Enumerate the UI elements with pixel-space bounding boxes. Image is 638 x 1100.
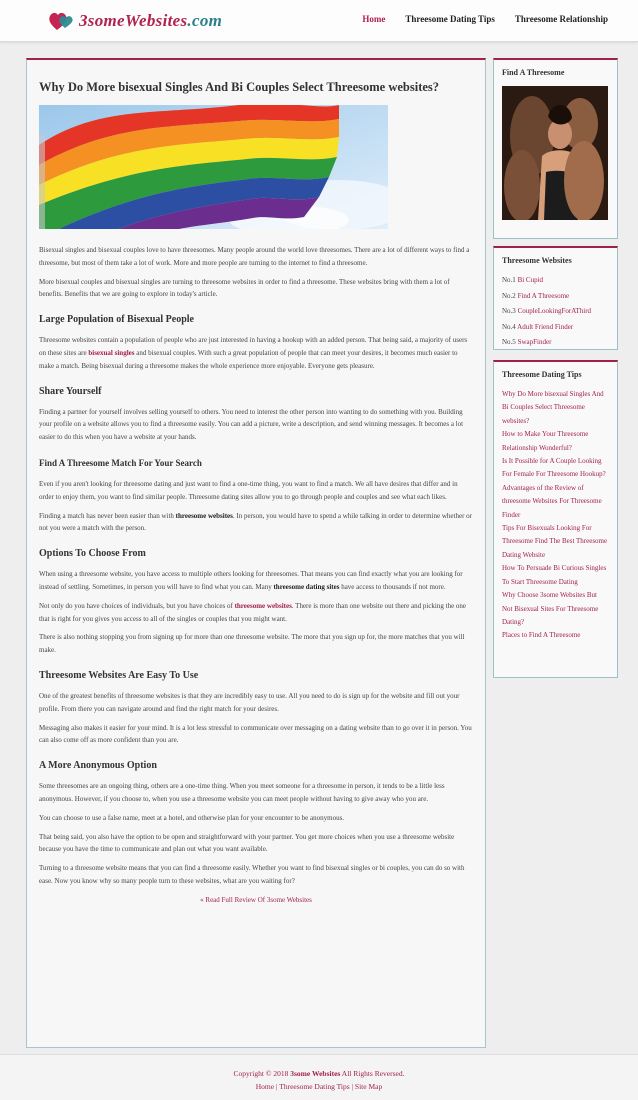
tip-link[interactable]: Is It Possible for A Couple Looking For Female For Threesome Hookup? — [502, 457, 606, 479]
share-paragraph: Finding a partner for yourself involves selling yourself to others. You need to interest the other person into wanting to do something with you. Building your profile on a website allows you to find a threesome easily. You can add a picture, write a description, and send winning messages. It becomes a lot easier to do this when you have a website at your hands. — [39, 407, 464, 442]
match-paragraph-2: Finding a match has never been easier than with threesome websites. In person, you would have to spend a while talking in order to determine whether or not you were a match with the person. — [39, 511, 472, 533]
widget-title-threesome-websites: Threesome Websites — [502, 256, 572, 265]
list-item — [502, 455, 609, 482]
easy-paragraph-2: Messaging also makes it easier for your mind. It is a lot less stressful to communicate over messaging on a dating website than to go over it in person. You can also come off as more confident than you are. — [39, 723, 472, 745]
section-title-match: Find A Threesome Match For Your Search — [39, 457, 202, 468]
tip-link[interactable]: Places to Find A Threesome — [502, 631, 581, 640]
main-nav — [362, 14, 608, 24]
tip-link[interactable]: Why Do More bisexual Singles And Bi Couples Select Threesome websites? — [502, 390, 604, 425]
section-title-population: Large Population of Bisexual People — [39, 314, 194, 326]
list-item: No.1 Bi Cupid — [502, 276, 544, 284]
tip-link[interactable]: Advantages of the Review of threesome Websites For Threesome Finder — [502, 483, 602, 519]
anonymous-paragraph-1: Some threesomes are an ongoing thing, others are a one-time thing. When you meet someone for a threesome in person, it tends to be a little less anonymous. However, if you choose to, when you use a threesome website you can meet people without having to give away who you are. — [39, 782, 445, 803]
section-title-options: Options To Choose From — [39, 548, 146, 560]
article-title: Why Do More bisexual Singles And Bi Couples Select Threesome websites? — [39, 80, 440, 94]
threesome-websites-link[interactable]: threesome websites — [234, 601, 292, 610]
bisexual-singles-link[interactable]: bisexual singles — [88, 348, 135, 357]
widget-threesome-websites — [493, 246, 618, 350]
section-title-anonymous: A More Anonymous Option — [39, 760, 157, 772]
site-link-bi-cupid[interactable]: Bi Cupid — [517, 276, 544, 284]
list-item: No.3 CoupleLookingForAThird — [502, 307, 592, 315]
hearts-logo-icon — [48, 10, 76, 32]
list-item — [502, 428, 609, 455]
options-paragraph-2: Not only do you have choices of individuals, but you have choices of threesome websites. There is more than one website out there and picking the one that is right for you gives you access to all of the singles or couples that you might want. — [39, 601, 467, 623]
read-full-review-link[interactable]: « Read Full Review Of 3some Websites — [200, 895, 312, 904]
list-item — [502, 522, 609, 562]
section-title-share: Share Yourself — [39, 385, 102, 397]
list-item — [502, 589, 609, 629]
options-paragraph-1: When using a threesome website, you have access to multiple others looking for threesomes. That means you can find exactly what you are looking for instead of settling. Sometimes, in person you will have to find what you can. Many threesome dating sites have access to thousands if not more. — [39, 570, 463, 591]
copyright-text: Copyright © 2018 3some Websites All Rights Reversed. — [233, 1069, 405, 1078]
site-footer — [0, 1054, 638, 1100]
widget-threesome-dating-tips — [493, 360, 618, 678]
widget-title-find-a-threesome: Find A Threesome — [502, 68, 565, 77]
read-more — [39, 896, 473, 904]
anonymous-paragraph-4: Turning to a threesome website means that you can find a threesome easily. Whether you want to find bisexual singles or bi couples, you can do so with ease. Now you know why so many people turn to these websites, what are you waiting for? — [39, 864, 465, 885]
site-header — [0, 0, 638, 42]
footer-link-site-map[interactable]: Site Map — [354, 1082, 383, 1091]
tip-link[interactable]: Why Choose 3some Websites But Not Bisexual Sites For Threesome Dating? — [502, 591, 599, 626]
list-item: No.4 Adult Friend Finder — [502, 322, 574, 331]
list-item — [502, 388, 609, 428]
population-paragraph: Threesome websites contain a population of people who are just interested in having a hookup with an added person. That being said, a majority of users on these sites are bisexual singles and bisexual couples. With such a great population of people that can meet your desires, it becomes much easier to make a match. Being bisexual during a threesome makes the whole experience more enjoyable. Everyone gets pleasure. — [39, 336, 468, 370]
nav-threesome-dating-tips[interactable]: Threesome Dating Tips — [405, 14, 495, 24]
tip-link[interactable]: How To Persuade Bi Curious Singles To Start Threesome Dating — [502, 564, 607, 586]
nav-home[interactable]: Home — [362, 14, 386, 24]
site-link-couplelookingforathird[interactable]: CoupleLookingForAThird — [517, 307, 592, 315]
section-title-easy: Threesome Websites Are Easy To Use — [39, 669, 199, 681]
couple-photo-image[interactable] — [502, 86, 608, 220]
list-item — [502, 482, 609, 522]
intro-paragraph-1: Bisexual singles and bisexual couples love to have threesomes. Many people around the world love threesomes. There are a lot of different ways to find a threesome, but most of them take a lot of work. More and more people are turning to the internet to find a threesome. — [39, 246, 470, 267]
list-item — [502, 629, 609, 642]
intro-paragraph-2: More bisexual couples and bisexual singles are turning to threesome websites in order to find a threesome. These websites bring with them a lot of benefits. Benefits that we are going to explore in today's article. — [39, 277, 450, 299]
footer-link-home[interactable]: Home — [255, 1082, 275, 1091]
threesome-websites-list — [502, 274, 609, 350]
options-paragraph-3: There is also nothing stopping you from signing up for more than one threesome website. The more that you sign up for, the more matches that you will make. — [39, 633, 465, 655]
list-item: No.2 Find A Threesome — [502, 291, 570, 300]
dating-tips-list — [502, 388, 609, 643]
site-link-swapfinder[interactable]: SwapFinder — [517, 338, 552, 346]
list-item: No.5 SwapFinder — [502, 338, 552, 346]
site-link-adult-friend-finder[interactable]: Adult Friend Finder — [517, 322, 574, 331]
rainbow-flag-image — [39, 105, 388, 229]
footer-links: Home | Threesome Dating Tips | Site Map — [255, 1082, 383, 1091]
nav-threesome-relationship[interactable]: Threesome Relationship — [514, 14, 608, 24]
tip-link[interactable]: How to Make Your Threesome Relationship Wonderful? — [502, 430, 589, 452]
footer-link-dating-tips[interactable]: Threesome Dating Tips — [279, 1082, 350, 1091]
site-link-find-a-threesome[interactable]: Find A Threesome — [517, 291, 570, 300]
list-item — [502, 562, 609, 589]
tip-link[interactable]: Tips For Bisexuals Looking For Threesome Find The Best Threesome Dating Website — [502, 524, 608, 559]
logo-text: 3someWebsites.com — [79, 11, 223, 30]
site-logo[interactable] — [48, 9, 222, 33]
anonymous-paragraph-3: That being said, you also have the option to be open and straightforward with your partner. You get more choices when you use a threesome website because you have the time to communicate and plan out what you want available. — [39, 832, 455, 854]
widget-title-threesome-dating-tips: Threesome Dating Tips — [502, 370, 582, 379]
article-container — [26, 58, 486, 1048]
match-paragraph-1: Even if you aren't looking for threesome dating and just want to find a one-time thing, you want to find a match. We all have desires that differ and in order to enjoy them, you want to find similar people. Threesome dating sites allow you to go through people and couples and see what each likes. — [39, 479, 458, 501]
anonymous-paragraph-2: You can choose to use a false name, meet at a hotel, and otherwise plan for your encounter to be anonymous. — [39, 813, 345, 822]
easy-paragraph-1: One of the greatest benefits of threesome websites is that they are incredibly easy to use. All you need to do is sign up for the website and fill out your profile. From there you can navigate around and find the right match for your desires. — [39, 691, 460, 713]
widget-find-a-threesome — [493, 58, 618, 239]
